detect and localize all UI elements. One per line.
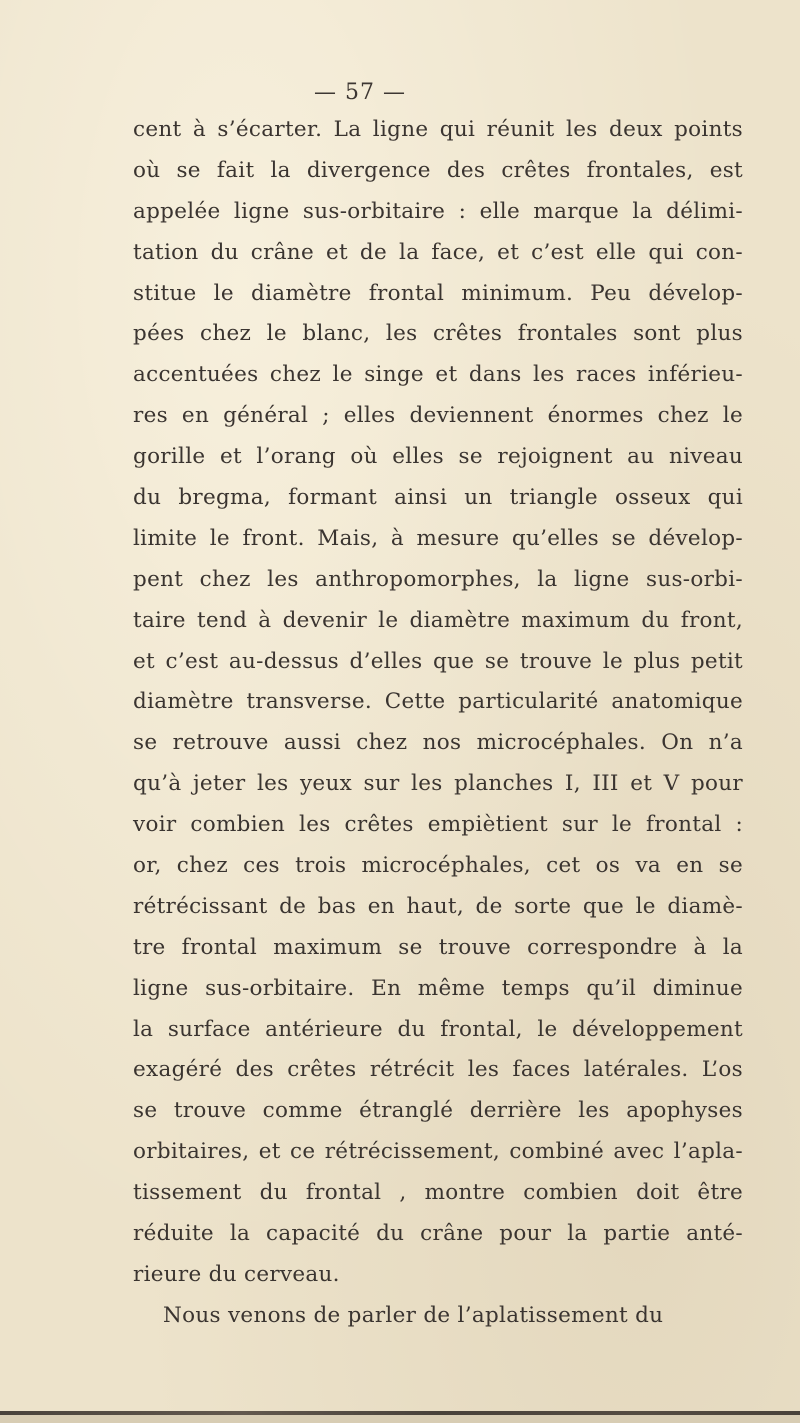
text-line: Nous venons de parler de l’aplatissement du	[163, 1302, 664, 1328]
text-line: cent à s’écarter. La ligne qui réunit les deux points	[133, 117, 743, 142]
text-line: rétrécissant de bas en haut, de sorte que le diamè-	[133, 893, 743, 919]
text-line: et c’est au-dessus d’elles que se trouve le plus petit	[133, 648, 743, 674]
text-line: appelée ligne sus-orbitaire : elle marque la délimi-	[133, 198, 743, 224]
text-line: pent chez les anthropomorphes, la ligne sus-orbi-	[133, 566, 743, 592]
text-line: diamètre transverse. Cette particularité anatomique	[133, 689, 743, 715]
text-line: exagéré des crêtes rétrécit les faces latérales. L’os	[133, 1057, 743, 1083]
text-line: la surface antérieure du frontal, le développement	[133, 1016, 743, 1042]
text-line: du bregma, formant ainsi un triangle osseux qui	[133, 485, 743, 511]
text-line: tre frontal maximum se trouve correspondre à la	[133, 934, 743, 960]
text-line: stitue le diamètre frontal minimum. Peu dévelop-	[133, 280, 743, 306]
paragraph	[133, 1296, 743, 1337]
text-line: tissement du frontal , montre combien doit être	[133, 1180, 743, 1206]
text-line: ligne sus-orbitaire. En même temps qu’il diminue	[133, 975, 743, 1001]
text-line: voir combien les crêtes empiètient sur le frontal :	[133, 812, 743, 838]
text-line: réduite la capacité du crâne pour la partie anté-	[133, 1221, 743, 1247]
text-line: gorille et l’orang où elles se rejoignent au niveau	[133, 444, 743, 470]
text-line: où se fait la divergence des crêtes frontales, est	[133, 157, 743, 183]
text-line: or, chez ces trois microcéphales, cet os va en se	[133, 853, 743, 879]
text-line: orbitaires, et ce rétrécissement, combiné avec l’apla-	[133, 1139, 743, 1165]
text-line: se retrouve aussi chez nos microcéphales. On n’a	[133, 730, 743, 756]
text-line: res en général ; elles deviennent énormes chez le	[133, 403, 743, 429]
text-line: limite le front. Mais, à mesure qu’elles se dévelop-	[133, 525, 743, 551]
text-line: pées chez le blanc, les crêtes frontales sont plus	[133, 321, 743, 347]
text-line: accentuées chez le singe et dans les races inférieu-	[133, 362, 743, 388]
page-number: — 57 —	[314, 80, 406, 105]
text-line: tation du crâne et de la face, et c’est elle qui con-	[133, 239, 743, 265]
text-line: se trouve comme étranglé derrière les apophyses	[133, 1098, 743, 1124]
text-line: taire tend à devenir le diamètre maximum du front,	[133, 607, 743, 633]
text-line: qu’à jeter les yeux sur les planches I, III et V pour	[133, 771, 743, 797]
body-text	[133, 110, 743, 1337]
text-line: rieure du cerveau.	[133, 1261, 340, 1287]
page-bottom-margin	[0, 1415, 800, 1423]
paragraph	[133, 110, 743, 1296]
